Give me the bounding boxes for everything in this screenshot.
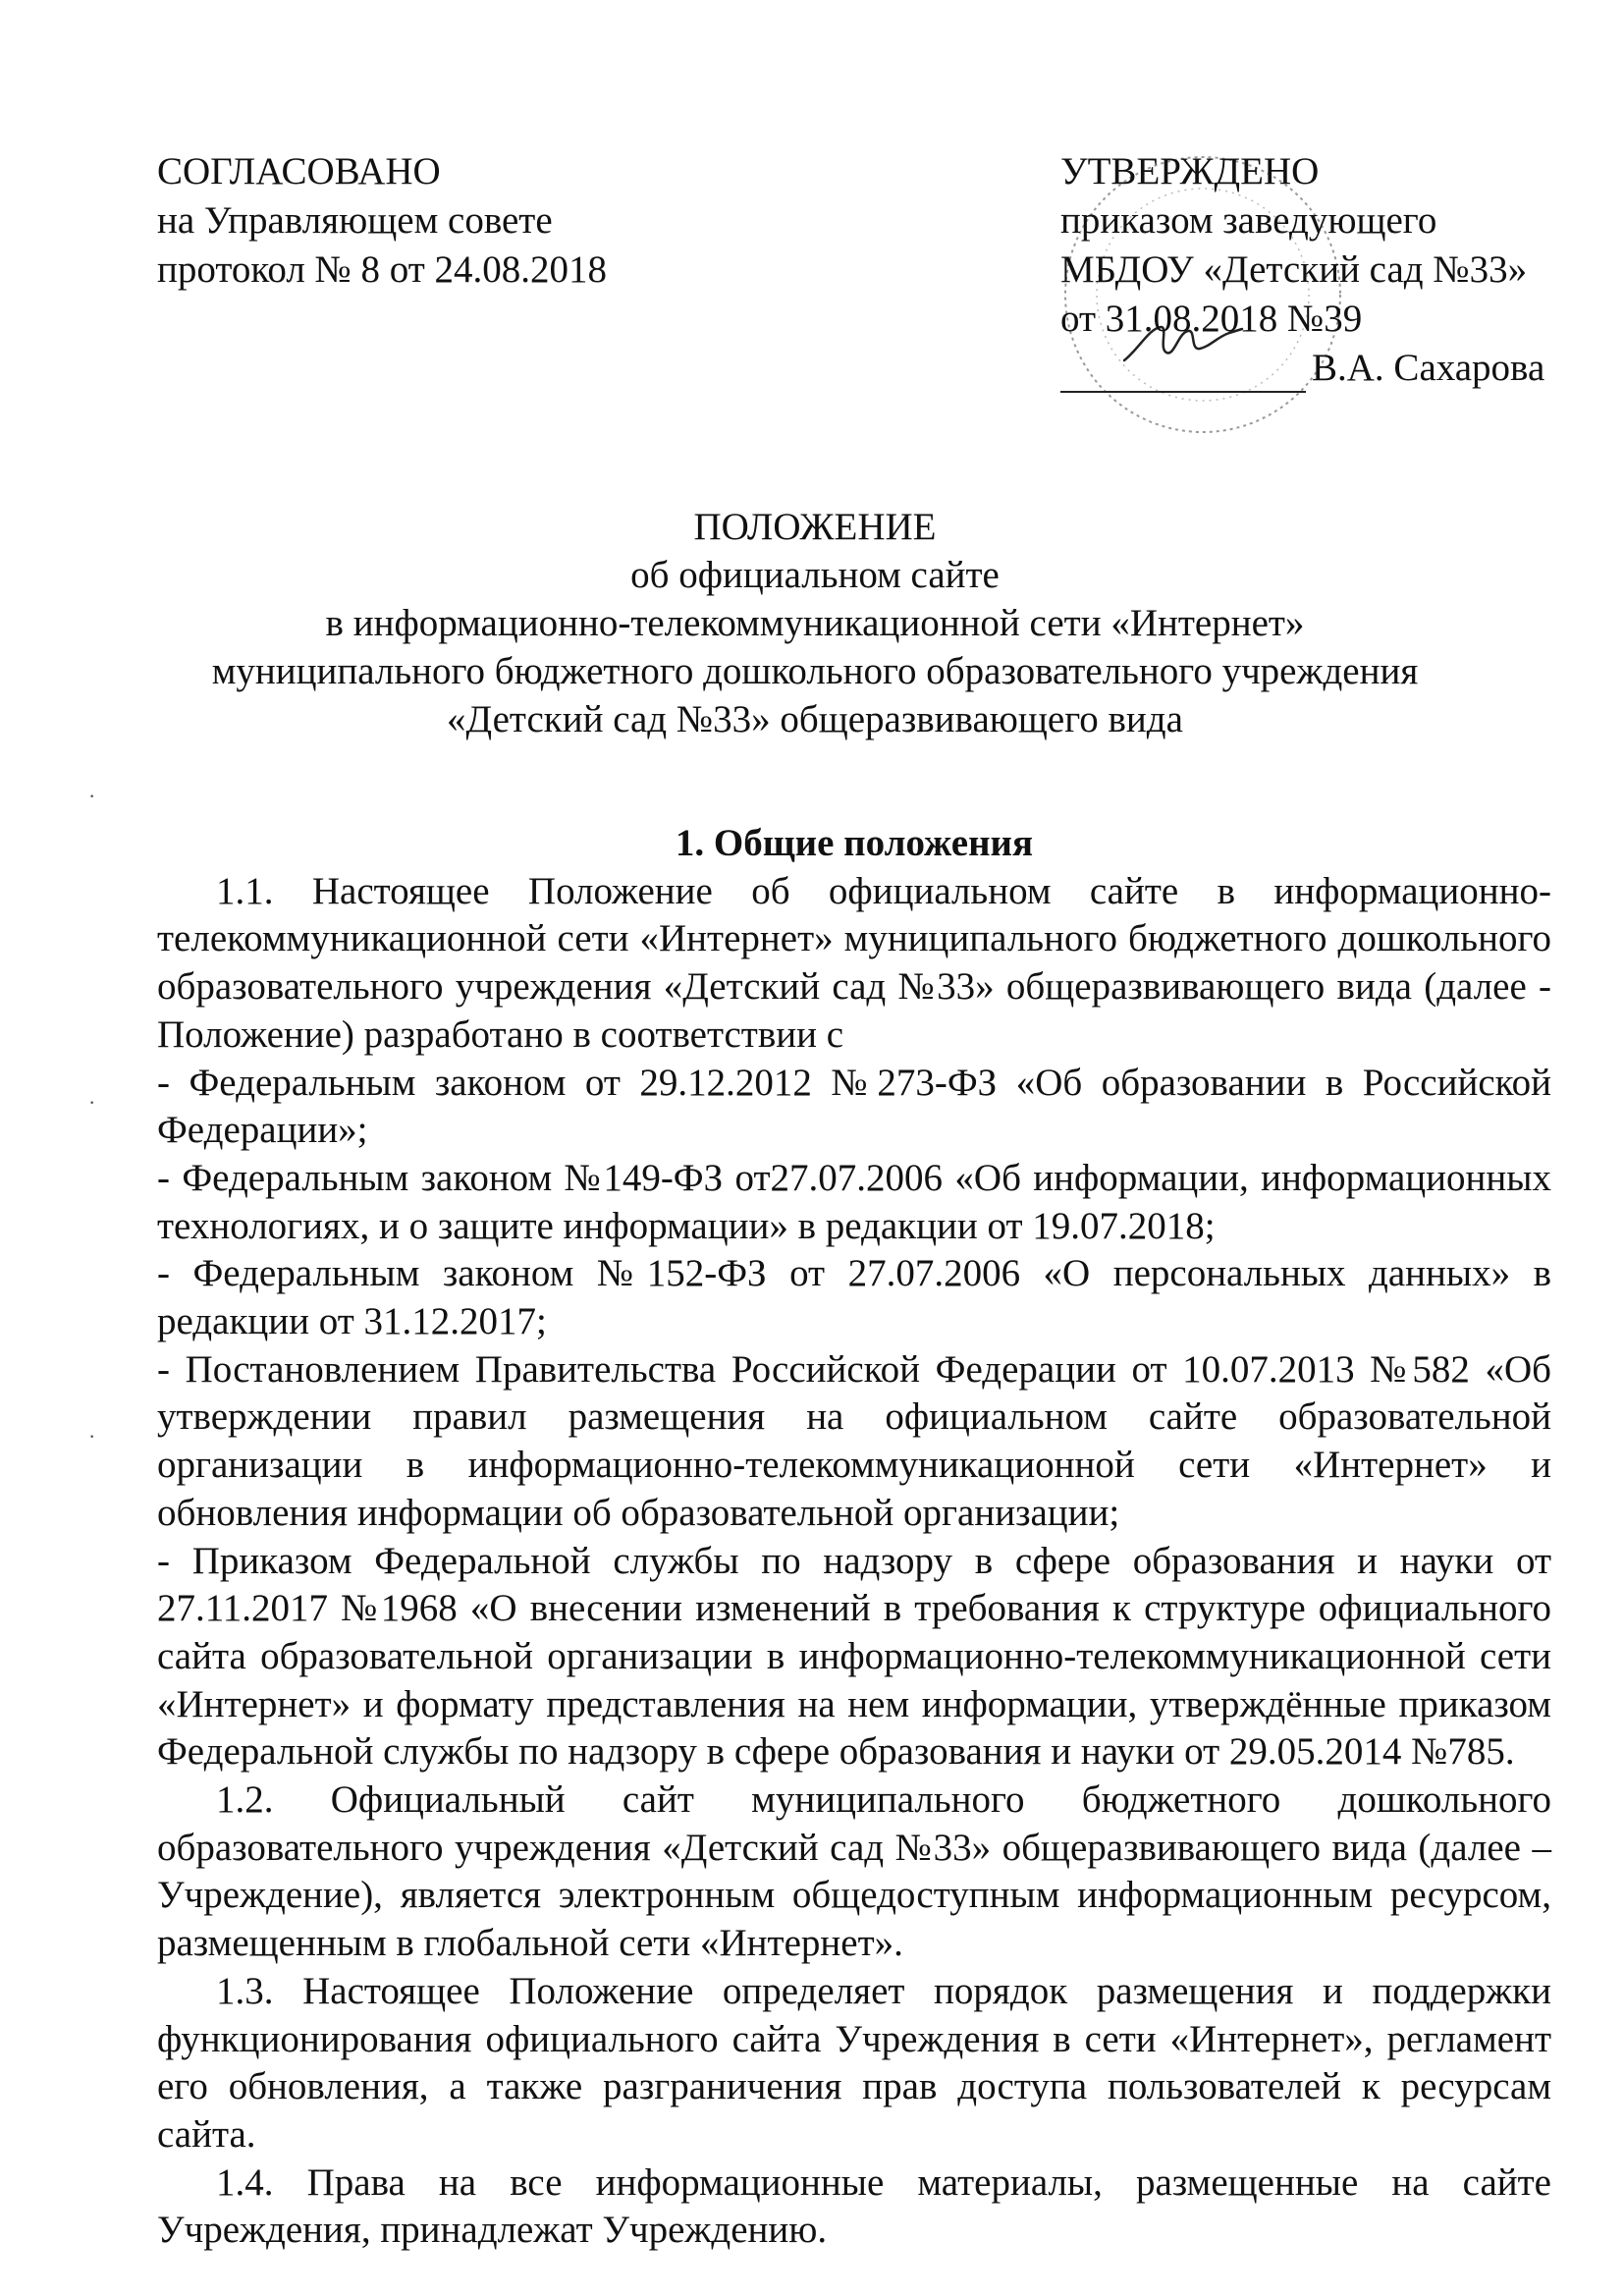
approved-label: УТВЕРЖДЕНО <box>1060 150 1320 192</box>
agreed-protocol: протокол № 8 от 24.08.2018 <box>157 248 608 291</box>
list-item: - Федеральным законом от 29.12.2012 №273-ФЗ «Об образовании в Российской Федерации»; <box>157 1061 1551 1152</box>
document-title <box>157 503 1473 743</box>
document-body <box>157 820 1551 2255</box>
signature-blank <box>1060 352 1306 393</box>
agreed-block <box>157 147 607 295</box>
list-item: - Федеральным законом №152-ФЗ от 27.07.2006 «О персональных данных» в редакции от 31.12.2017; <box>157 1252 1551 1343</box>
signature-line <box>1060 344 1571 393</box>
paragraph-1-3: 1.3. Настоящее Положение определяет порядок размещения и поддержки функционирования официального сайта Учреждения в сети «Интернет», регламент его обновления, а также разграничения прав доступа пользователей к ресурсам сайта. <box>157 1969 1551 2156</box>
agreed-council: на Управляющем совете <box>157 199 553 242</box>
list-item: - Приказом Федеральной службы по надзору в сфере образования и науки от 27.11.2017 №1968 «О внесении изменений в требования к структуре официального сайта образовательной организации в информационно-телекоммуникационной сети «Интернет» и формату представления на нем информации, утверждённые приказом Федеральной службы по надзору в сфере образования и науки от 29.05.2014 №785. <box>157 1539 1551 1774</box>
approved-date: от 31.08.2018 №39 <box>1060 298 1363 340</box>
list-item: - Постановлением Правительства Российской Федерации от 10.07.2013 №582 «Об утверждении правил размещения на официальном сайте образовательной организации в информационно-телекоммуникационной сети «Интернет» и обновления информации об образовательной организации; <box>157 1347 1551 1534</box>
list-item: - Федеральным законом №149-ФЗ от27.07.2006 «Об информации, информационных технологиях, и о защите информации» в редакции от 19.07.2018; <box>157 1156 1551 1247</box>
margin-mark: · <box>88 784 96 808</box>
approved-order: приказом заведующего <box>1060 199 1437 242</box>
title-line-5: «Детский сад №33» общеразвивающего вида <box>447 698 1183 740</box>
paragraph-1-1: 1.1. Настоящее Положение об официальном сайте в информационно-телекоммуникационной сети «Интернет» муниципального бюджетного дошкольного образовательного учреждения «Детский сад №33» общеразвивающего вида (далее - Положение) разработано в соответствии с <box>157 869 1551 1056</box>
signer-name: В.А. Сахарова <box>1312 347 1545 389</box>
paragraph-1-4: 1.4. Права на все информационные материалы, размещенные на сайте Учреждения, принадлежат Учреждению. <box>157 2160 1551 2252</box>
title-line-3: в информационно-телекоммуникационной сети «Интернет» <box>325 602 1305 644</box>
approved-block <box>1060 147 1571 393</box>
approved-institution: МБДОУ «Детский сад №33» <box>1060 248 1528 291</box>
title-line-4: муниципального бюджетного дошкольного образовательного учреждения <box>211 650 1419 692</box>
section-heading: 1. Общие положения <box>675 822 1034 864</box>
paragraph-1-2: 1.2. Официальный сайт муниципального бюджетного дошкольного образовательного учреждения «Детский сад №33» общеразвивающего вида (далее – Учреждение), является электронным общедоступным информационным ресурсом, размещенным в глобальной сети «Интернет». <box>157 1778 1551 1965</box>
agreed-label: СОГЛАСОВАНО <box>157 150 441 192</box>
margin-mark: · <box>88 1090 96 1115</box>
title-line-2: об официальном сайте <box>630 554 1000 596</box>
title-line-1: ПОЛОЖЕНИЕ <box>693 506 937 548</box>
margin-mark: · <box>88 1424 96 1449</box>
